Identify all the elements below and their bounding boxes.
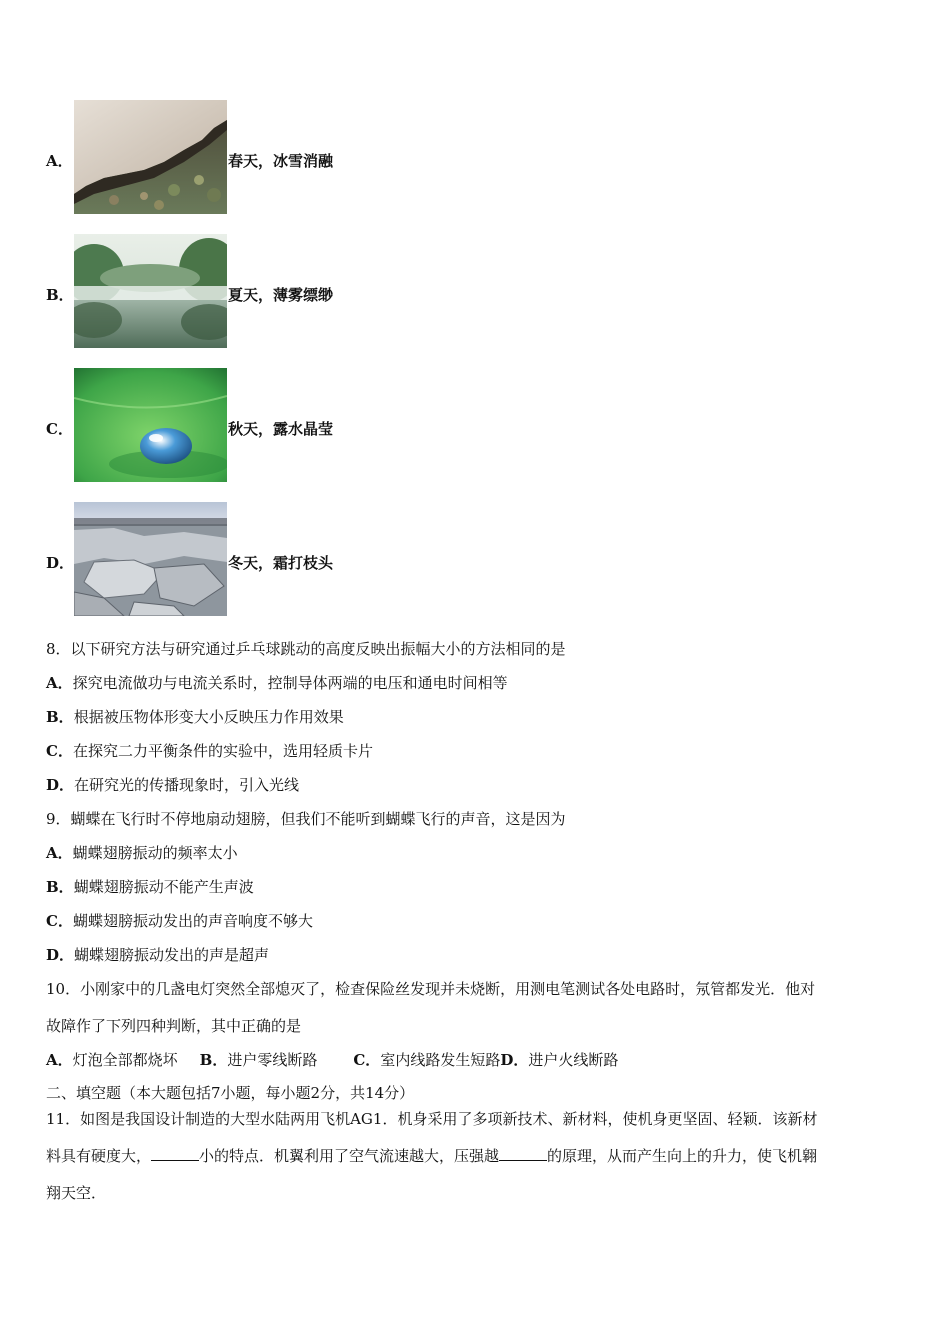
option-d-caption: 冬天，霜打枝头 [228, 554, 334, 572]
option-letter: C． [46, 912, 73, 930]
question-8-stem: 8．以下研究方法与研究通过乒乓球跳动的高度反映出振幅大小的方法相同的是 [46, 640, 566, 658]
option-letter: D． [46, 776, 75, 794]
option-text: 根据被压物体形变大小反映压力作用效果 [73, 708, 344, 726]
option-a-caption: 春天，冰雪消融 [228, 152, 334, 170]
option-text: 灯泡全部都烧坏 [72, 1051, 178, 1069]
option-letter: A． [46, 674, 73, 692]
q11-text-part1: 料具有硬度大， [46, 1147, 152, 1165]
option-letter: B． [46, 878, 74, 896]
option-b-letter: B． [46, 286, 74, 304]
misty-lake-photo [74, 234, 227, 348]
question-9-option-a [46, 842, 238, 863]
option-c-letter: C． [46, 420, 73, 438]
option-b-row [0, 234, 950, 350]
question-8-option-c [46, 740, 373, 761]
question-10-stem-line2: 故障作了下列四种判断，其中正确的是 [46, 1017, 302, 1035]
question-8-option-b [46, 706, 344, 727]
question-9-option-d [46, 944, 269, 965]
option-text: 在探究二力平衡条件的实验中，选用轻质卡片 [72, 742, 373, 760]
question-9-option-b [46, 876, 254, 897]
question-11-line1: 11．如图是我国设计制造的大型水陆两用飞机AG1．机身采用了多项新技术、新材料，使机身更坚固、轻颖．该新材 [46, 1110, 818, 1128]
question-8-option-d [46, 774, 299, 795]
option-letter: C． [46, 742, 73, 760]
option-letter: B． [199, 1051, 228, 1069]
option-letter: D． [500, 1051, 529, 1069]
section-2-heading: 二、填空题（本大题包括7小题，每小题2分，共14分） [46, 1084, 415, 1102]
question-9-option-c [46, 910, 313, 931]
option-a-row [0, 100, 950, 216]
option-letter: D． [46, 946, 75, 964]
option-letter: B． [46, 708, 74, 726]
option-d-row [0, 502, 950, 618]
answer-blank-2[interactable] [499, 1146, 547, 1161]
q11-text-part3: 的原理，从而产生向上的升力，使飞机翱 [547, 1147, 818, 1165]
option-letter: A． [46, 1051, 73, 1069]
option-d-letter: D． [46, 554, 75, 572]
option-text: 蝴蝶翅膀振动发出的声是超声 [74, 946, 270, 964]
option-a-letter: A． [46, 152, 73, 170]
option-text: 蝴蝶翅膀振动的频率太小 [72, 844, 238, 862]
option-text: 探究电流做功与电流关系时，控制导体两端的电压和通电时间相等 [72, 674, 508, 692]
frozen-river-photo [74, 502, 227, 616]
dewdrop-leaf-photo [74, 368, 227, 482]
answer-blank-1[interactable] [151, 1146, 199, 1161]
option-c-row [0, 368, 950, 484]
option-c-caption: 秋天，露水晶莹 [228, 420, 334, 438]
option-text: 进户火线断路 [528, 1051, 619, 1069]
option-letter: A． [46, 844, 73, 862]
option-text: 蝴蝶翅膀振动发出的声音响度不够大 [72, 912, 313, 930]
question-9-stem: 9．蝴蝶在飞行时不停地扇动翅膀，但我们不能听到蝴蝶飞行的声音，这是因为 [46, 810, 566, 828]
question-11-line2 [46, 1145, 817, 1166]
question-10-options [46, 1049, 618, 1070]
option-text: 进户零线断路 [227, 1051, 318, 1069]
question-8-option-a [46, 672, 508, 693]
question-10-stem-line1: 10．小刚家中的几盏电灯突然全部熄灭了，检查保险丝发现并未烧断，用测电笔测试各处电路时，氖管都发光．他对 [46, 980, 816, 998]
question-11-line3: 翔天空． [46, 1184, 107, 1202]
option-b-caption: 夏天，薄雾缥缈 [228, 286, 334, 304]
option-text: 在研究光的传播现象时，引入光线 [74, 776, 300, 794]
option-text: 蝴蝶翅膀振动不能产生声波 [73, 878, 254, 896]
option-text: 室内线路发生短路 [380, 1051, 501, 1069]
melting-ice-photo [74, 100, 227, 214]
option-letter: C． [353, 1051, 381, 1069]
q11-text-part2: 小的特点．机翼利用了空气流速越大，压强越 [199, 1147, 500, 1165]
